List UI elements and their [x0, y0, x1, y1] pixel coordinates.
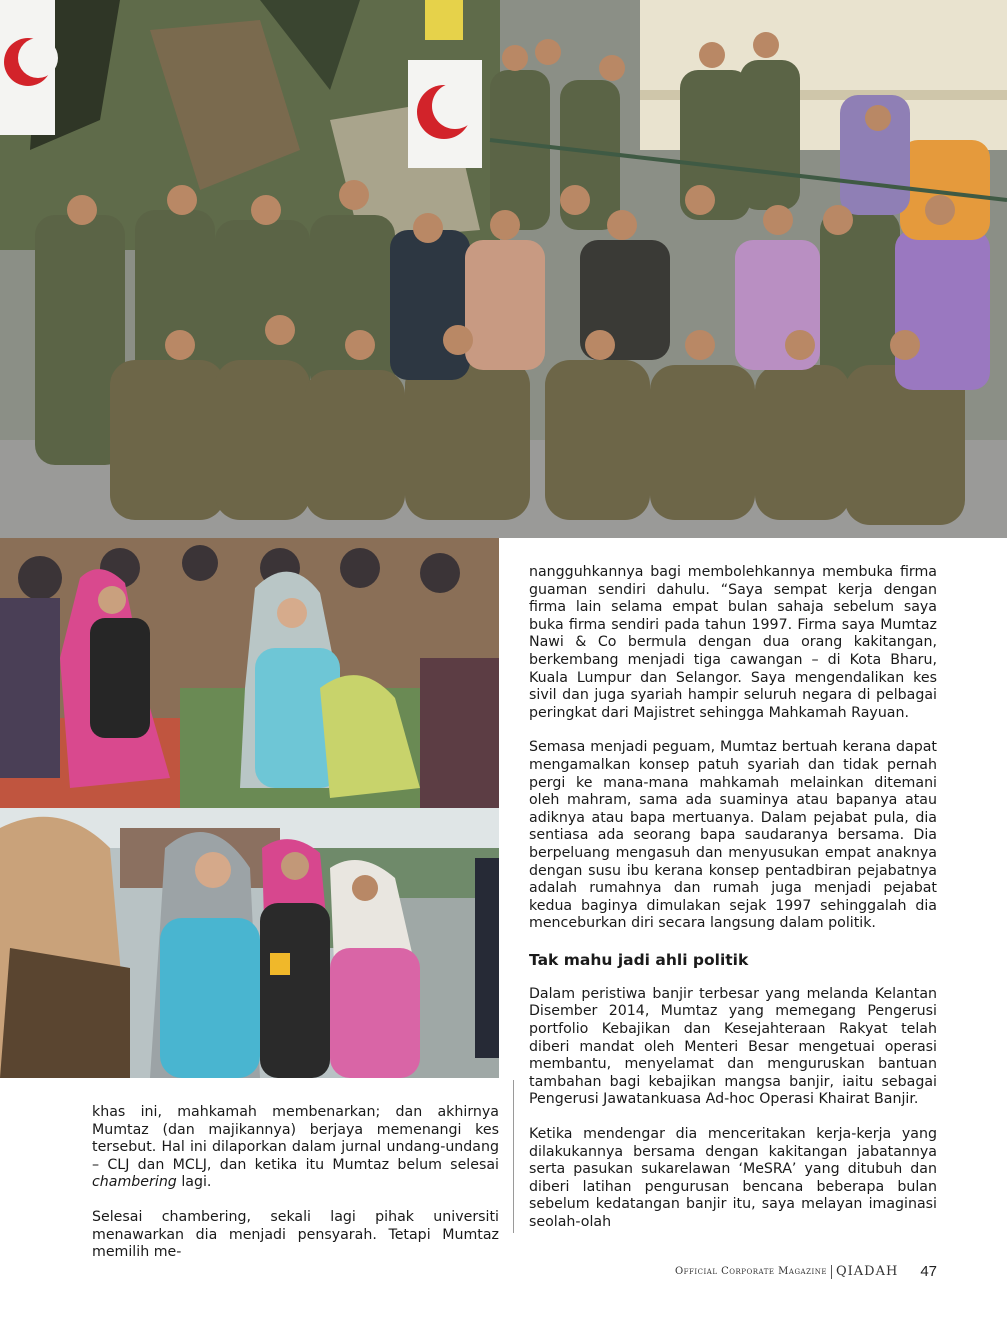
right-paragraph-3: Dalam peristiwa banjir terbesar yang melanda Kelantan Disember 2014, Mumtaz yang memegang Pengerusi portfolio Kebajikan dan Kesejahteraan Rakyat telah diberi mandat oleh Menteri Besar mengetuai operasi membantu, menyelamat dan menguruskan bantuan tambahan bagi kebajikan mangsa banjir, iaitu sebagai Pengerusi Jawatankuasa Ad-hoc Operasi Khairat Banjir. [529, 985, 937, 1108]
column-divider [513, 1080, 514, 1233]
right-paragraph-2: Semasa menjadi peguam, Mumtaz bertuah kerana dapat mengamalkan konsep patuh syariah dan tidak pernah pergi ke mana-mana mahkamah melainkan ditemani oleh mahram, sama ada suaminya atau bapanya atau adiknya atau bapa mertuanya. Dalam pejabat pula, dia sentiasa ada seorang bapa saudaranya bersama. Dia berpeluang mengasuh dan menyusukan empat anaknya dengan susu ibu kerana konsep pentadbiran pejabatnya adalah rumahnya dan rumah juga menjadi pejabat kedua baginya dimulakan sejak 1997 sehinggalah dia menceburkan diri secara langsung dalam politik. [529, 739, 937, 932]
right-paragraph-4: Ketika mendengar dia menceritakan kerja-kerja yang dilakukannya bersama dengan kakitangan jabatannya serta pasukan sukarelawan ‘MeSRA’ yang ditubuh dan diberi latihan pengurusan bencana beberapa bulan sebelum kedatangan banjir itu, saya melayan imaginasi seolah-olah [529, 1126, 937, 1230]
chambering-emphasis: chambering [92, 1174, 177, 1191]
footer-separator [831, 1265, 832, 1279]
elderly-greeting-photo [0, 808, 499, 1078]
group-photo [0, 0, 1007, 538]
right-text-column [529, 564, 937, 1249]
magazine-label: Official Corporate Magazine [674, 1266, 827, 1277]
left-paragraph-1-text: khas ini, mahkamah membenarkan; dan akhirnya Mumtaz (dan majikannya) berjaya memenangi kes tersebut. Hal ini dilaporkan dalam jurnal undang-undang – CLJ dan MCLJ, dan ketika itu Mumtaz belum selesai [92, 1104, 499, 1173]
left-paragraph-1 [92, 1104, 499, 1192]
left-paragraph-2: Selesai chambering, sekali lagi pihak universiti menawarkan dia menjadi pensyarah. Tetapi Mumtaz memilih me- [92, 1208, 499, 1261]
section-heading: Tak mahu jadi ahli politik [529, 950, 749, 969]
page-footer [675, 1263, 937, 1280]
brand-logo: QIADAH [835, 1264, 899, 1279]
left-paragraph-1-end: lagi. [176, 1174, 212, 1191]
left-text-column [92, 1104, 499, 1279]
page-number: 47 [920, 1263, 937, 1280]
relief-centre-photo [0, 538, 499, 808]
right-paragraph-1: nangguhkannya bagi membolehkannya membuka firma guaman sendiri dahulu. “Saya sempat kerja dengan firma lain selama empat bulan sahaja sebelum saya buka firma sendiri pada tahun 1997. Firma saya Mumtaz Nawi & Co bermula dengan dua orang kakitangan, berkembang menjadi tiga cawangan – di Kota Bharu, Kuala Lumpur dan Selangor. Saya mengendalikan kes sivil dan juga syariah hampir seluruh negara di pelbagai peringkat dari Majistret sehingga Mahkamah Rayuan. [529, 564, 937, 721]
